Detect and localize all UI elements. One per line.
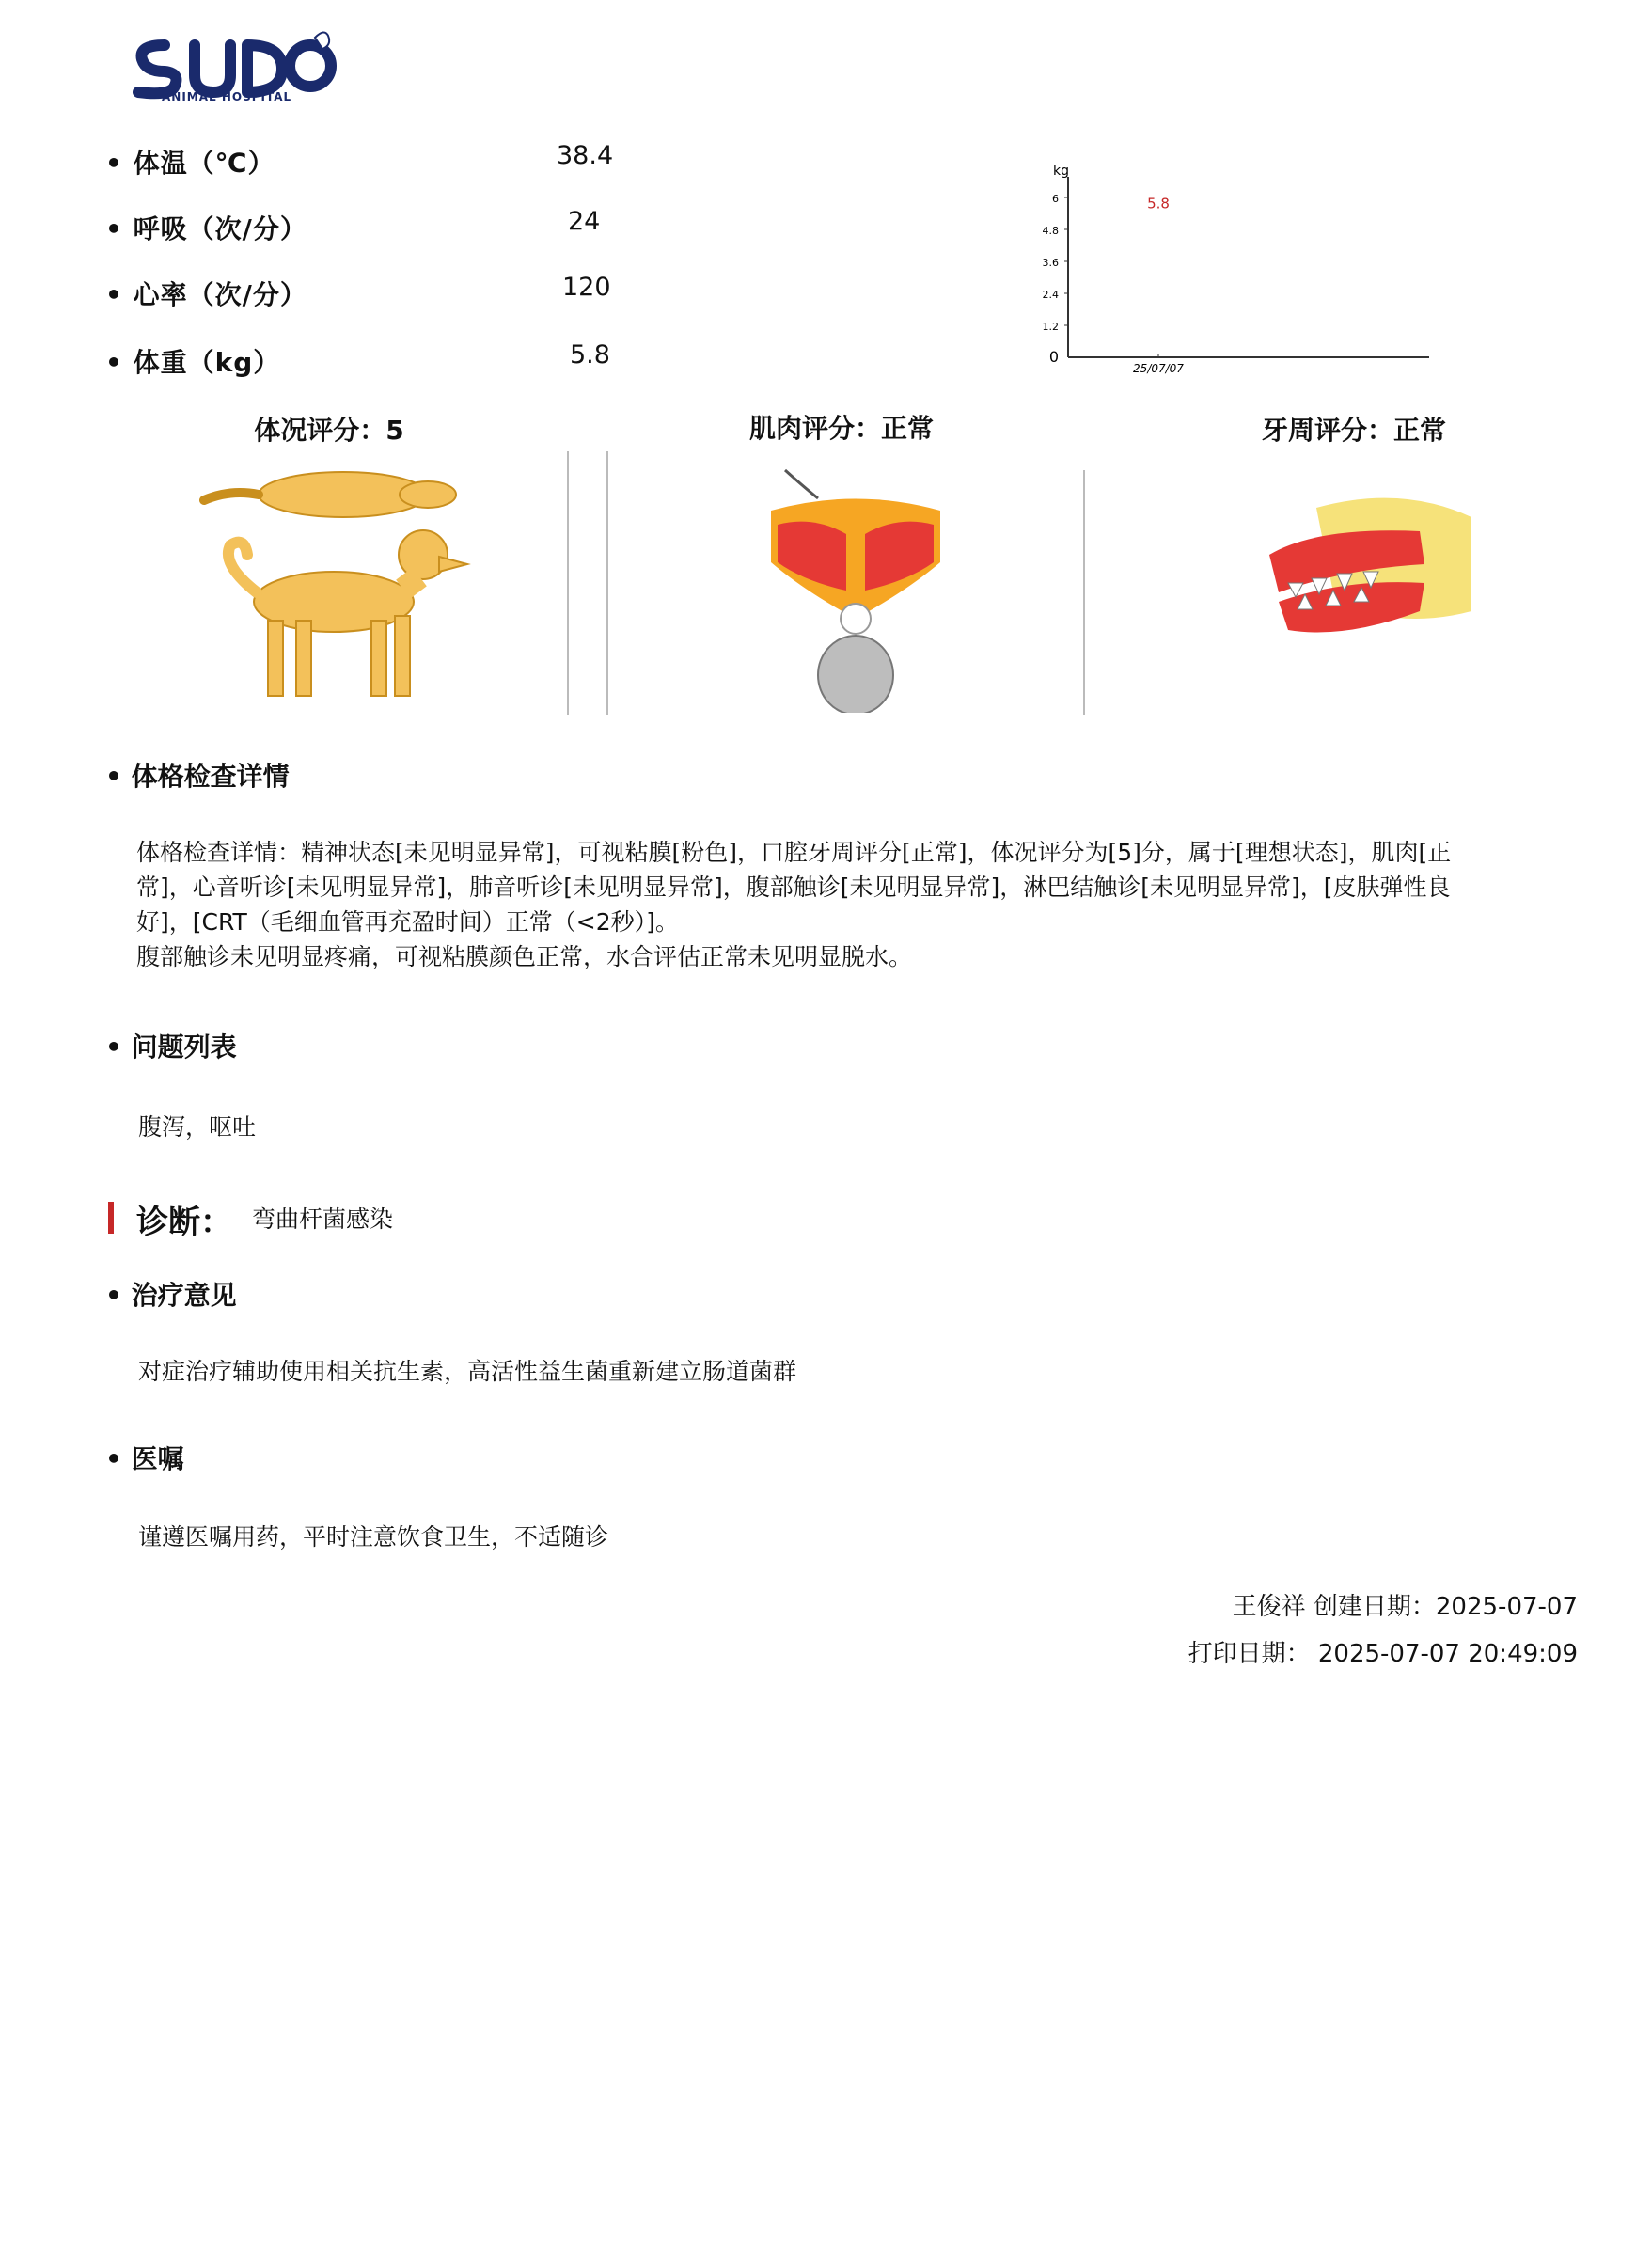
exam-details-heading: • 体格检查详情 [105, 761, 290, 792]
vital-weight-value: 5.8 [570, 340, 610, 370]
advice-text: 谨遵医嘱用药，平时注意饮食卫生，不适随诊 [138, 1523, 609, 1551]
score-divider-left-2 [606, 451, 608, 715]
dental-score-title: 牙周评分：正常 [1261, 415, 1446, 446]
finger-icon [785, 470, 818, 498]
exam-details-text [136, 835, 1565, 974]
problem-list-heading: • 问题列表 [105, 1032, 237, 1063]
created-date: 王俊祥 创建日期：2025-07-07 [1232, 1593, 1578, 1621]
body-condition-score-title: 体况评分：5 [254, 415, 404, 446]
vital-respiration-label: • 呼吸（次/分） [105, 213, 307, 244]
vital-heart-rate-label: • 心率（次/分） [105, 279, 307, 310]
chart-x-tick-label: 25/07/07 [1133, 362, 1184, 375]
diagnosis-text: 弯曲杆菌感染 [252, 1205, 394, 1233]
vital-temperature-value: 38.4 [557, 141, 614, 170]
diagnosis-accent-bar [108, 1202, 114, 1234]
exam-line-3: 好]，[CRT（毛细血管再充盈时间）正常（<2秒）]。 [136, 908, 679, 936]
diagnosis-label: 诊断： [136, 1204, 232, 1241]
score-divider-left [567, 451, 569, 715]
chart-y-tick-label: 4.8 [1042, 225, 1059, 237]
dog-body-condition-illustration [193, 461, 484, 715]
chart-y-tick-label: 3.6 [1042, 257, 1059, 269]
muscle-score-illustration [766, 459, 945, 713]
exam-line-2: 常]，心音听诊[未见明显异常]，肺音听诊[未见明显异常]，腹部触诊[未见明显异常]，淋巴结触诊[未见明显异常]，[皮肤弹性良 [136, 874, 1451, 901]
advice-heading: • 医嘱 [105, 1443, 184, 1474]
treatment-heading: • 治疗意见 [105, 1280, 237, 1311]
weight-chart [1025, 158, 1439, 384]
chart-y-tick-label: 0 [1048, 348, 1059, 366]
head-icon [818, 636, 893, 713]
logo-subtitle: ANIMAL HOSPITAL [162, 90, 292, 103]
exam-line-4: 腹部触诊未见明显疼痛，可视粘膜颜色正常，水合评估正常未见明显脱水。 [136, 943, 913, 970]
chart-y-tick-label: 2.4 [1042, 289, 1059, 301]
problem-list-text: 腹泻，呕吐 [138, 1113, 257, 1141]
vital-respiration-value: 24 [568, 207, 601, 236]
chart-y-tick-label: 6 [1052, 193, 1059, 205]
chart-y-label: kg [1053, 164, 1069, 179]
dog-top-view-icon [204, 472, 456, 517]
chart-y-tick-label: 1.2 [1042, 321, 1059, 333]
vital-temperature-label: • 体温（℃） [105, 148, 275, 179]
vital-weight-label: • 体重（kg） [105, 347, 281, 378]
dog-side-view-icon [228, 530, 467, 696]
dental-score-illustration [1260, 489, 1476, 668]
score-divider-right [1083, 470, 1085, 715]
exam-line-1: 体格检查详情：精神状态[未见明显异常]，可视粘膜[粉色]，口腔牙周评分[正常]，体况评分为[5]分，属于[理想状态]，肌肉[正 [136, 839, 1452, 866]
vital-heart-rate-value: 120 [562, 273, 611, 302]
chart-data-label: 5.8 [1147, 195, 1170, 213]
treatment-text: 对症治疗辅助使用相关抗生素，高活性益生菌重新建立肠道菌群 [138, 1358, 797, 1385]
printed-date: 打印日期： 2025-07-07 20:49:09 [1188, 1640, 1578, 1668]
muscle-score-title: 肌肉评分：正常 [748, 413, 934, 444]
